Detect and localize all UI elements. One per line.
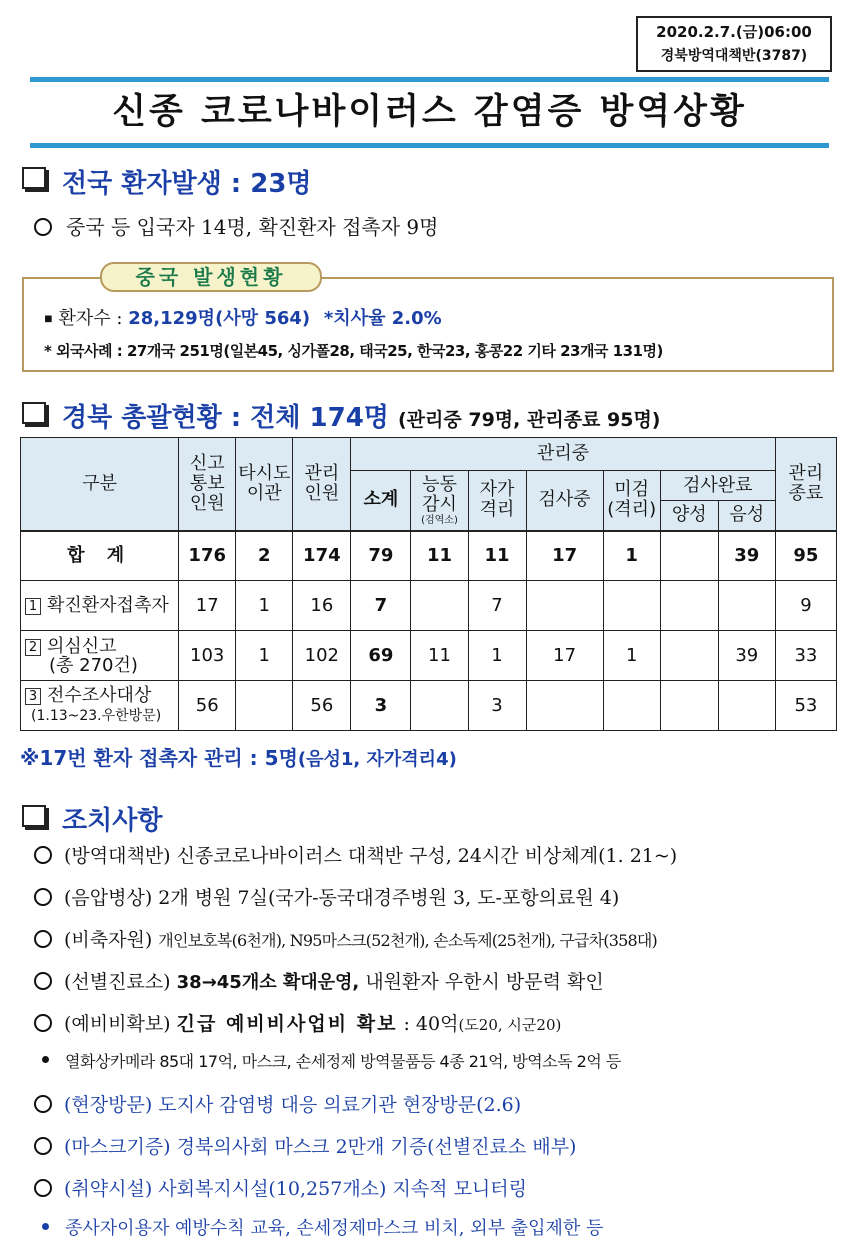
table-cell: 1 (236, 581, 293, 631)
header-testing: 검사중 (526, 471, 603, 531)
status-table (20, 437, 837, 731)
circle-bullet-icon (34, 1137, 52, 1155)
header-subtotal: 소계 (351, 471, 411, 531)
table-cell: 16 (293, 581, 351, 631)
total-cell: 176 (179, 531, 236, 581)
section-square-icon (22, 402, 46, 424)
table-cell (411, 581, 468, 631)
china-status-tab: 중국 발생현황 (100, 262, 322, 292)
header-positive: 양성 (660, 501, 718, 531)
gyeongbuk-heading: 경북 총괄현황 : 전체 174명 (관리중 79명, 관리종료 95명) (62, 403, 661, 433)
circle-bullet-icon (34, 846, 52, 864)
circle-bullet-icon (34, 218, 52, 236)
total-cell: 17 (526, 531, 603, 581)
row-label: 1 확진환자접촉자 (21, 581, 179, 631)
table-row (21, 681, 837, 731)
header-reported: 신고 통보 인원 (179, 438, 236, 531)
report-date: 2020.2.7.(금)06:00 (656, 23, 812, 41)
table-cell: 11 (411, 631, 468, 681)
table-cell: 33 (775, 631, 836, 681)
table-cell (660, 681, 718, 731)
header-in-management: 관리중 (351, 438, 775, 471)
report-org: 경북방역대책반(3787) (660, 48, 808, 64)
section-square-icon (22, 805, 46, 827)
fatality-rate: *치사율 2.0% (323, 308, 442, 329)
national-line: 중국 등 입국자 14명, 확진환자 접촉자 9명 (34, 211, 438, 240)
table-cell (718, 581, 775, 631)
circle-bullet-icon (34, 1179, 52, 1197)
table-cell (603, 581, 660, 631)
header-managed: 관리 인원 (293, 438, 351, 531)
table-cell: 56 (293, 681, 351, 731)
total-label: 합 계 (21, 531, 179, 581)
table-cell: 69 (351, 631, 411, 681)
foreign-cases: * 외국사례 : 27개국 251명(일본45, 싱가폴28, 태국25, 한국23, 홍콩22 기타 23개국 131명) (44, 342, 663, 360)
total-row (21, 531, 837, 581)
table-cell: 3 (468, 681, 526, 731)
circle-bullet-icon (34, 930, 52, 948)
table-row (21, 581, 837, 631)
total-cell: 174 (293, 531, 351, 581)
measure-item: (마스크기증) 경북의사회 마스크 2만개 기증(선별진료소 배부) (34, 1132, 576, 1159)
header-negative: 음성 (718, 501, 775, 531)
dot-bullet-icon (42, 1056, 49, 1063)
measure-item: (선별진료소) 38→45개소 확대운영, 내원환자 우한시 방문력 확인 (34, 967, 604, 994)
table-cell (603, 681, 660, 731)
table-cell (236, 681, 293, 731)
table-cell (526, 681, 603, 731)
patients-value: 28,129명(사망 564) (128, 308, 311, 329)
header-ended: 관리 종료 (775, 438, 836, 531)
table-cell: 103 (179, 631, 236, 681)
total-cell: 2 (236, 531, 293, 581)
circle-bullet-icon (34, 972, 52, 990)
total-cell: 11 (468, 531, 526, 581)
measure-item: (음압병상) 2개 병원 7실(국가-동국대경주병원 3, 도-포항의료원 4) (34, 883, 619, 910)
table-cell: 1 (236, 631, 293, 681)
table-cell: 17 (526, 631, 603, 681)
china-patients-line (44, 304, 442, 330)
measure-subitem: 열화상카메라 85대 17억, 마스크, 손세정제 방역물품등 4종 21억, 방역소독 2억 등 (34, 1049, 621, 1072)
header-self-isolation: 자가 격리 (468, 471, 526, 531)
measure-item: (방역대책반) 신종코로나바이러스 대책반 구성, 24시간 비상체계(1. 21~) (34, 841, 677, 868)
total-cell (660, 531, 718, 581)
table-cell: 39 (718, 631, 775, 681)
national-heading: 전국 환자발생 : 23명 (62, 169, 312, 199)
measure-subitem: 종사자이용자 예방수칙 교육, 손세정제마스크 비치, 외부 출입제한 등 (34, 1214, 603, 1240)
date-box (636, 16, 832, 72)
table-cell (526, 581, 603, 631)
measure-item: (예비비확보) 긴급 예비비사업비 확보 : 40억(도20, 시군20) (34, 1009, 561, 1036)
measure-item: (비축자원) 개인보호복(6천개), N95마스크(52천개), 손소독제(25천개), 구급차(358대) (34, 925, 657, 952)
table-cell (411, 681, 468, 731)
table-row (21, 631, 837, 681)
measure-item: (취약시설) 사회복지시설(10,257개소) 지속적 모니터링 (34, 1174, 527, 1201)
table-cell: 53 (775, 681, 836, 731)
title-top-bar (30, 77, 829, 82)
table-cell: 9 (775, 581, 836, 631)
measure-item: (현장방문) 도지사 감염병 대응 의료기관 현장방문(2.6) (34, 1090, 521, 1117)
table-cell: 1 (468, 631, 526, 681)
table-cell: 3 (351, 681, 411, 731)
dot-bullet-icon (42, 1223, 49, 1230)
total-cell: 11 (411, 531, 468, 581)
page-title: 신종 코로나바이러스 감염증 방역상황 (112, 92, 747, 132)
total-cell: 79 (351, 531, 411, 581)
total-cell: 39 (718, 531, 775, 581)
table-cell (660, 631, 718, 681)
total-cell: 95 (775, 531, 836, 581)
table-cell: 7 (351, 581, 411, 631)
header-unchecked: 미검 (격리) (603, 471, 660, 531)
measures-heading: 조치사항 (62, 806, 163, 836)
header-transfer: 타시도 이관 (236, 438, 293, 531)
section-square-icon (22, 167, 46, 189)
title-bottom-bar (30, 143, 829, 148)
circle-bullet-icon (34, 888, 52, 906)
table-cell: 7 (468, 581, 526, 631)
total-cell: 1 (603, 531, 660, 581)
table-cell: 56 (179, 681, 236, 731)
row-label: 2 의심신고 (총 270건) (21, 631, 179, 681)
table-cell: 17 (179, 581, 236, 631)
header-category: 구분 (21, 438, 179, 531)
table-cell: 1 (603, 631, 660, 681)
table-cell (718, 681, 775, 731)
patients-label: 환자수 : (58, 308, 123, 329)
table-cell (660, 581, 718, 631)
table-cell: 102 (293, 631, 351, 681)
circle-bullet-icon (34, 1014, 52, 1032)
arrow-bullet-icon: ◾ (44, 311, 53, 325)
header-test-done: 검사완료 (660, 471, 775, 501)
circle-bullet-icon (34, 1095, 52, 1113)
row-label: 3 전수조사대상 (1.13~23.우한방문) (21, 681, 179, 731)
patient17-note: ※17번 환자 접촉자 관리 : 5명(음성1, 자가격리4) (20, 746, 457, 770)
header-active-monitor: 능동 감시 (검역소) (411, 471, 468, 531)
